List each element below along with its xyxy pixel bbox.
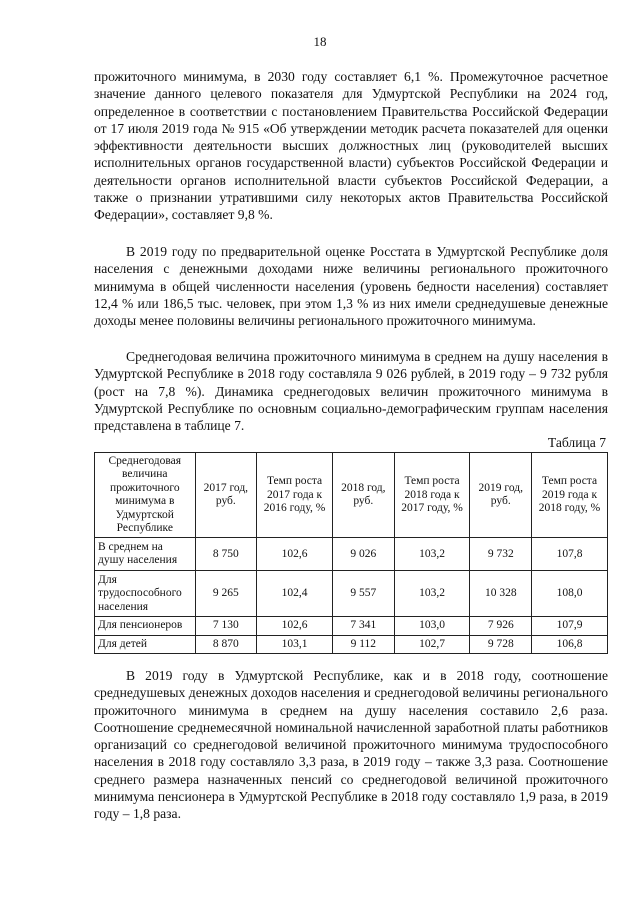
paragraph-2: В 2019 году по предварительной оценке Росстата в Удмуртской Республике доля населения с денежными доходами ниже величины регионального прожиточного минимума в общей численности населения (уровень бедности населения) составляет 12,4 % или 186,5 тыс. человек, при этом 1,3 % из них имели среднедушевые денежные доходы менее половины величины регионального прожиточного минимума. [94,244,608,329]
table-cell: 103,0 [394,617,470,635]
table-caption: Таблица 7 [547,435,606,450]
table-row [95,635,608,653]
table-cell: 103,2 [394,538,470,571]
table-cell: 10 328 [470,571,532,617]
row-label: Для детей [95,635,196,653]
table-cell: 103,2 [394,571,470,617]
table-row [95,538,608,571]
row-label: Для пенсионеров [95,617,196,635]
table-cell: 102,6 [257,538,333,571]
page-number: 18 [313,34,327,49]
table-header-cell: Среднегодовая величина прожиточного минимума в Удмуртской Республике [95,453,196,538]
table-cell: 9 732 [470,538,532,571]
table-header-cell: Темп роста 2019 года к 2018 году, % [532,453,608,538]
table-header-cell: Темп роста 2018 года к 2017 году, % [394,453,470,538]
table-cell: 7 926 [470,617,532,635]
table-header-cell: 2019 год, руб. [470,453,532,538]
table-cell: 9 026 [333,538,395,571]
table-cell: 9 557 [333,571,395,617]
table-cell: 7 130 [195,617,257,635]
table-cell: 102,4 [257,571,333,617]
paragraph-1: прожиточного минимума, в 2030 году составляет 6,1 %. Промежуточное расчетное значение данного целевого показателя для Удмуртской Республики на 2024 год, определенное в соответствии с постановлением Правительства Российской Федерации от 17 июля 2019 года № 915 «Об утверждении методик расчета показателей для оценки эффективности деятельности высших должностных лиц (руководителей высших исполнительных органов государственной власти) субъектов Российской Федерации и деятельности органов исполнительной власти субъектов Российской Федерации, а также о признании утратившими силу некоторых актов Правительства Российской Федерации», составляет 9,8 %. [94,69,608,223]
table-cell: 107,9 [532,617,608,635]
table-row [95,617,608,635]
table-header-cell: 2017 год, руб. [195,453,257,538]
subsistence-minimum-table [94,452,608,654]
table-cell: 9 728 [470,635,532,653]
table-cell: 103,1 [257,635,333,653]
table-cell: 107,8 [532,538,608,571]
table-cell: 8 870 [195,635,257,653]
table-cell: 106,8 [532,635,608,653]
table-header-cell: 2018 год, руб. [333,453,395,538]
table-header-row [95,453,608,538]
paragraph-4: В 2019 году в Удмуртской Республике, как и в 2018 году, соотношение среднедушевых денежных доходов населения и среднегодовой величины регионального прожиточного минимума в среднем на душу населения составило 2,6 раза. Соотношение среднемесячной номинальной начисленной заработной платы работников организаций со среднегодовой величиной прожиточного минимума трудоспособного населения в 2018 году составляло 3,3 раза, в 2019 году – также 3,3 раза. Соотношение среднего размера назначенных пенсий со среднегодовой величиной прожиточного минимума пенсионера в Удмуртской Республике в 2018 году составляло 1,9 раза, в 2019 году – 1,8 раза. [94,668,608,822]
table-header-cell: Темп роста 2017 года к 2016 году, % [257,453,333,538]
table-row [95,571,608,617]
table-cell: 108,0 [532,571,608,617]
table-cell: 9 265 [195,571,257,617]
table-cell: 8 750 [195,538,257,571]
row-label: Для трудоспособного населения [95,571,196,617]
table-cell: 102,7 [394,635,470,653]
table-cell: 9 112 [333,635,395,653]
table-cell: 102,6 [257,617,333,635]
row-label: В среднем на душу населения [95,538,196,571]
paragraph-3: Среднегодовая величина прожиточного минимума в среднем на душу населения в Удмуртской Республике в 2018 году составляла 9 026 рублей, в 2019 году – 9 732 рубля (рост на 7,8 %). Динамика среднегодовых величин прожиточного минимума в Удмуртской Республике по основным социально-демографическим группам населения представлена в таблице 7. [94,349,608,434]
table-cell: 7 341 [333,617,395,635]
